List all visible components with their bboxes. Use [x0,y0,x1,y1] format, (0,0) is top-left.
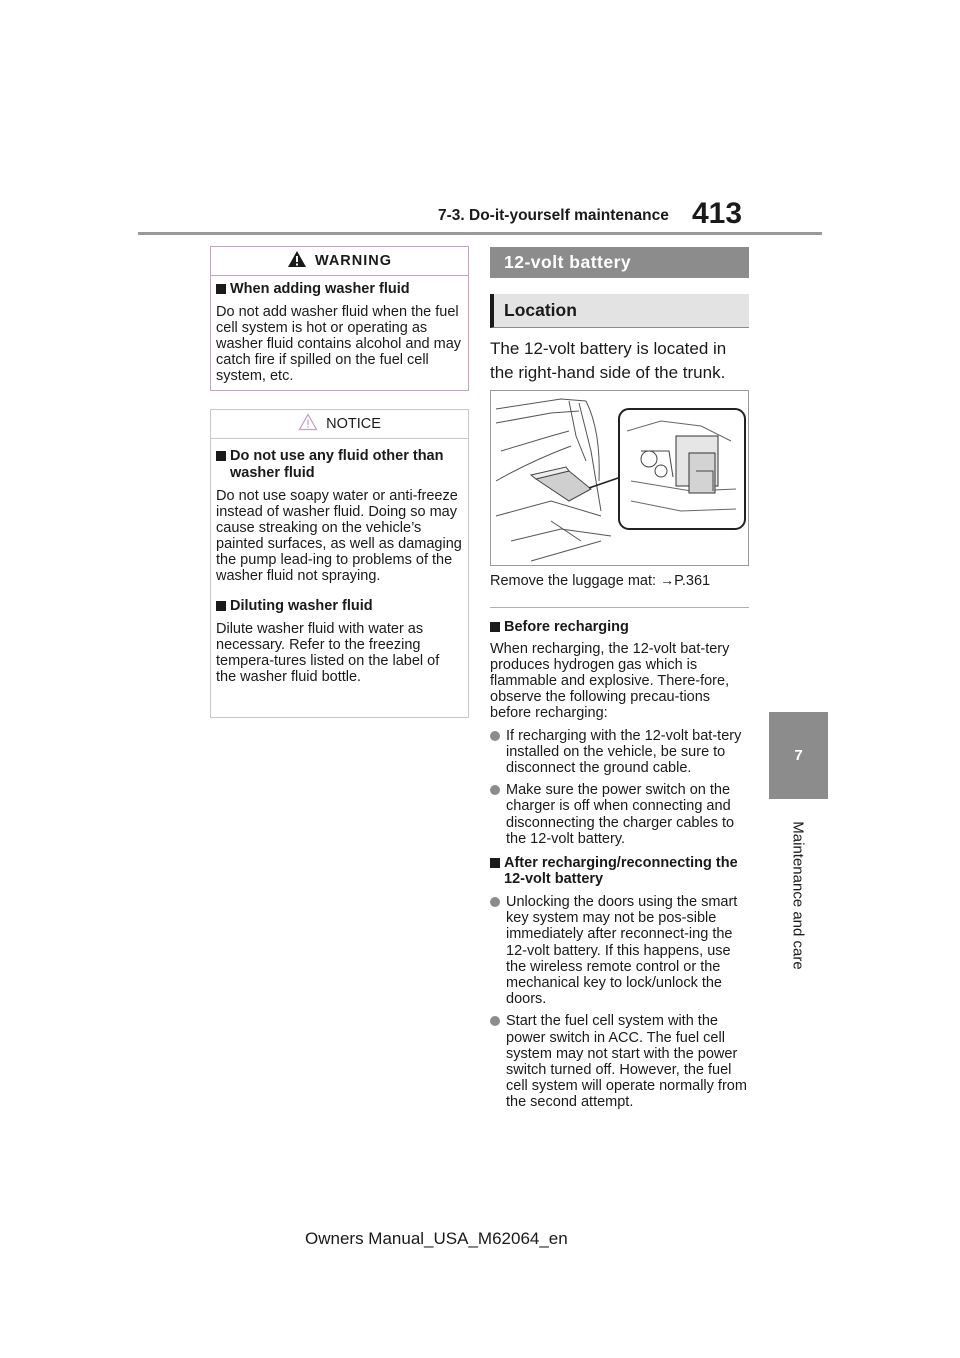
note-heading-before: Before recharging [490,619,752,636]
subsection-title: Location [490,294,749,328]
notice-text-2: Dilute washer fluid with water as necessary. Refer to the freezing tempera-tures listed on the label of the washer fluid bottle. [216,621,440,685]
notice-heading-1: Do not use any fluid other than washer fluid [216,448,463,482]
section-heading: 7-3. Do-it-yourself maintenance [438,207,669,224]
page-number: 413 [692,197,743,230]
list-item: If recharging with the 12-volt bat-tery installed on the vehicle, be sure to disconnect the ground cable. [490,728,752,777]
luggage-mat-panel [531,467,591,501]
warning-header [211,247,468,276]
header-divider [138,232,822,235]
notice-label: NOTICE [326,416,381,432]
chapter-number: 7 [794,747,803,764]
figure-caption: Remove the luggage mat: →P.361 [490,572,711,589]
list-item: Make sure the power switch on the charger is off when connecting and disconnecting the charger cables to the 12-volt battery. [490,782,752,847]
warning-box [210,246,469,391]
chapter-title [776,810,820,980]
location-text: The 12-volt battery is located in the right-hand side of the trunk. [490,339,727,382]
arrow-right-icon: → [660,572,675,588]
notice-box [210,409,469,718]
battery-location-figure [490,390,749,566]
notice-header [211,410,468,439]
note-text-before: When recharging, the 12-volt bat-tery produces hydrogen gas which is flammable and explosive. There-fore, observe the following precau-tions before recharging: [490,640,730,722]
warning-heading: When adding washer fluid [216,281,463,298]
chapter-tab[interactable] [769,712,828,799]
list-item: Start the fuel cell system with the power switch in ACC. The fuel cell system may not start with the power switch turned off. However, the fuel cell system will operate normally from the second attempt. [490,1013,752,1110]
section-title: 12-volt battery [490,247,749,278]
warning-text: Do not add washer fluid when the fuel cell system is hot or operating as washer fluid contains alcohol and may catch fire if spilled on the fuel cell system, etc. [216,304,462,384]
notice-heading-2: Diluting washer fluid [216,598,463,615]
caution-triangle-icon [298,413,318,435]
notes-section [490,613,752,1111]
chapter-title-text: Maintenance and care [789,820,807,970]
trunk-illustration [491,391,748,565]
notice-text-1: Do not use soapy water or anti-freeze instead of washer fluid. Doing so may cause streaking on the vehicle’s painted surfaces, as well as damaging the pump lead-ing to problems of the washer fluid not spraying. [216,488,462,584]
warning-triangle-icon [287,250,307,272]
note-heading-after: After recharging/reconnecting the 12-volt battery [490,855,752,888]
battery-detail-inset [619,409,745,529]
page-reference-link[interactable]: P.361 [674,573,711,589]
footer-text: Owners Manual_USA_M62064_en [305,1229,568,1248]
notes-divider [490,607,749,608]
warning-label: WARNING [314,253,393,269]
list-item: Unlocking the doors using the smart key system may not be pos-sible immediately after reconnect-ing the 12-volt battery. If this happens, use the wireless remote control or the mechanical key to lock/unlock the doors. [490,894,752,1007]
